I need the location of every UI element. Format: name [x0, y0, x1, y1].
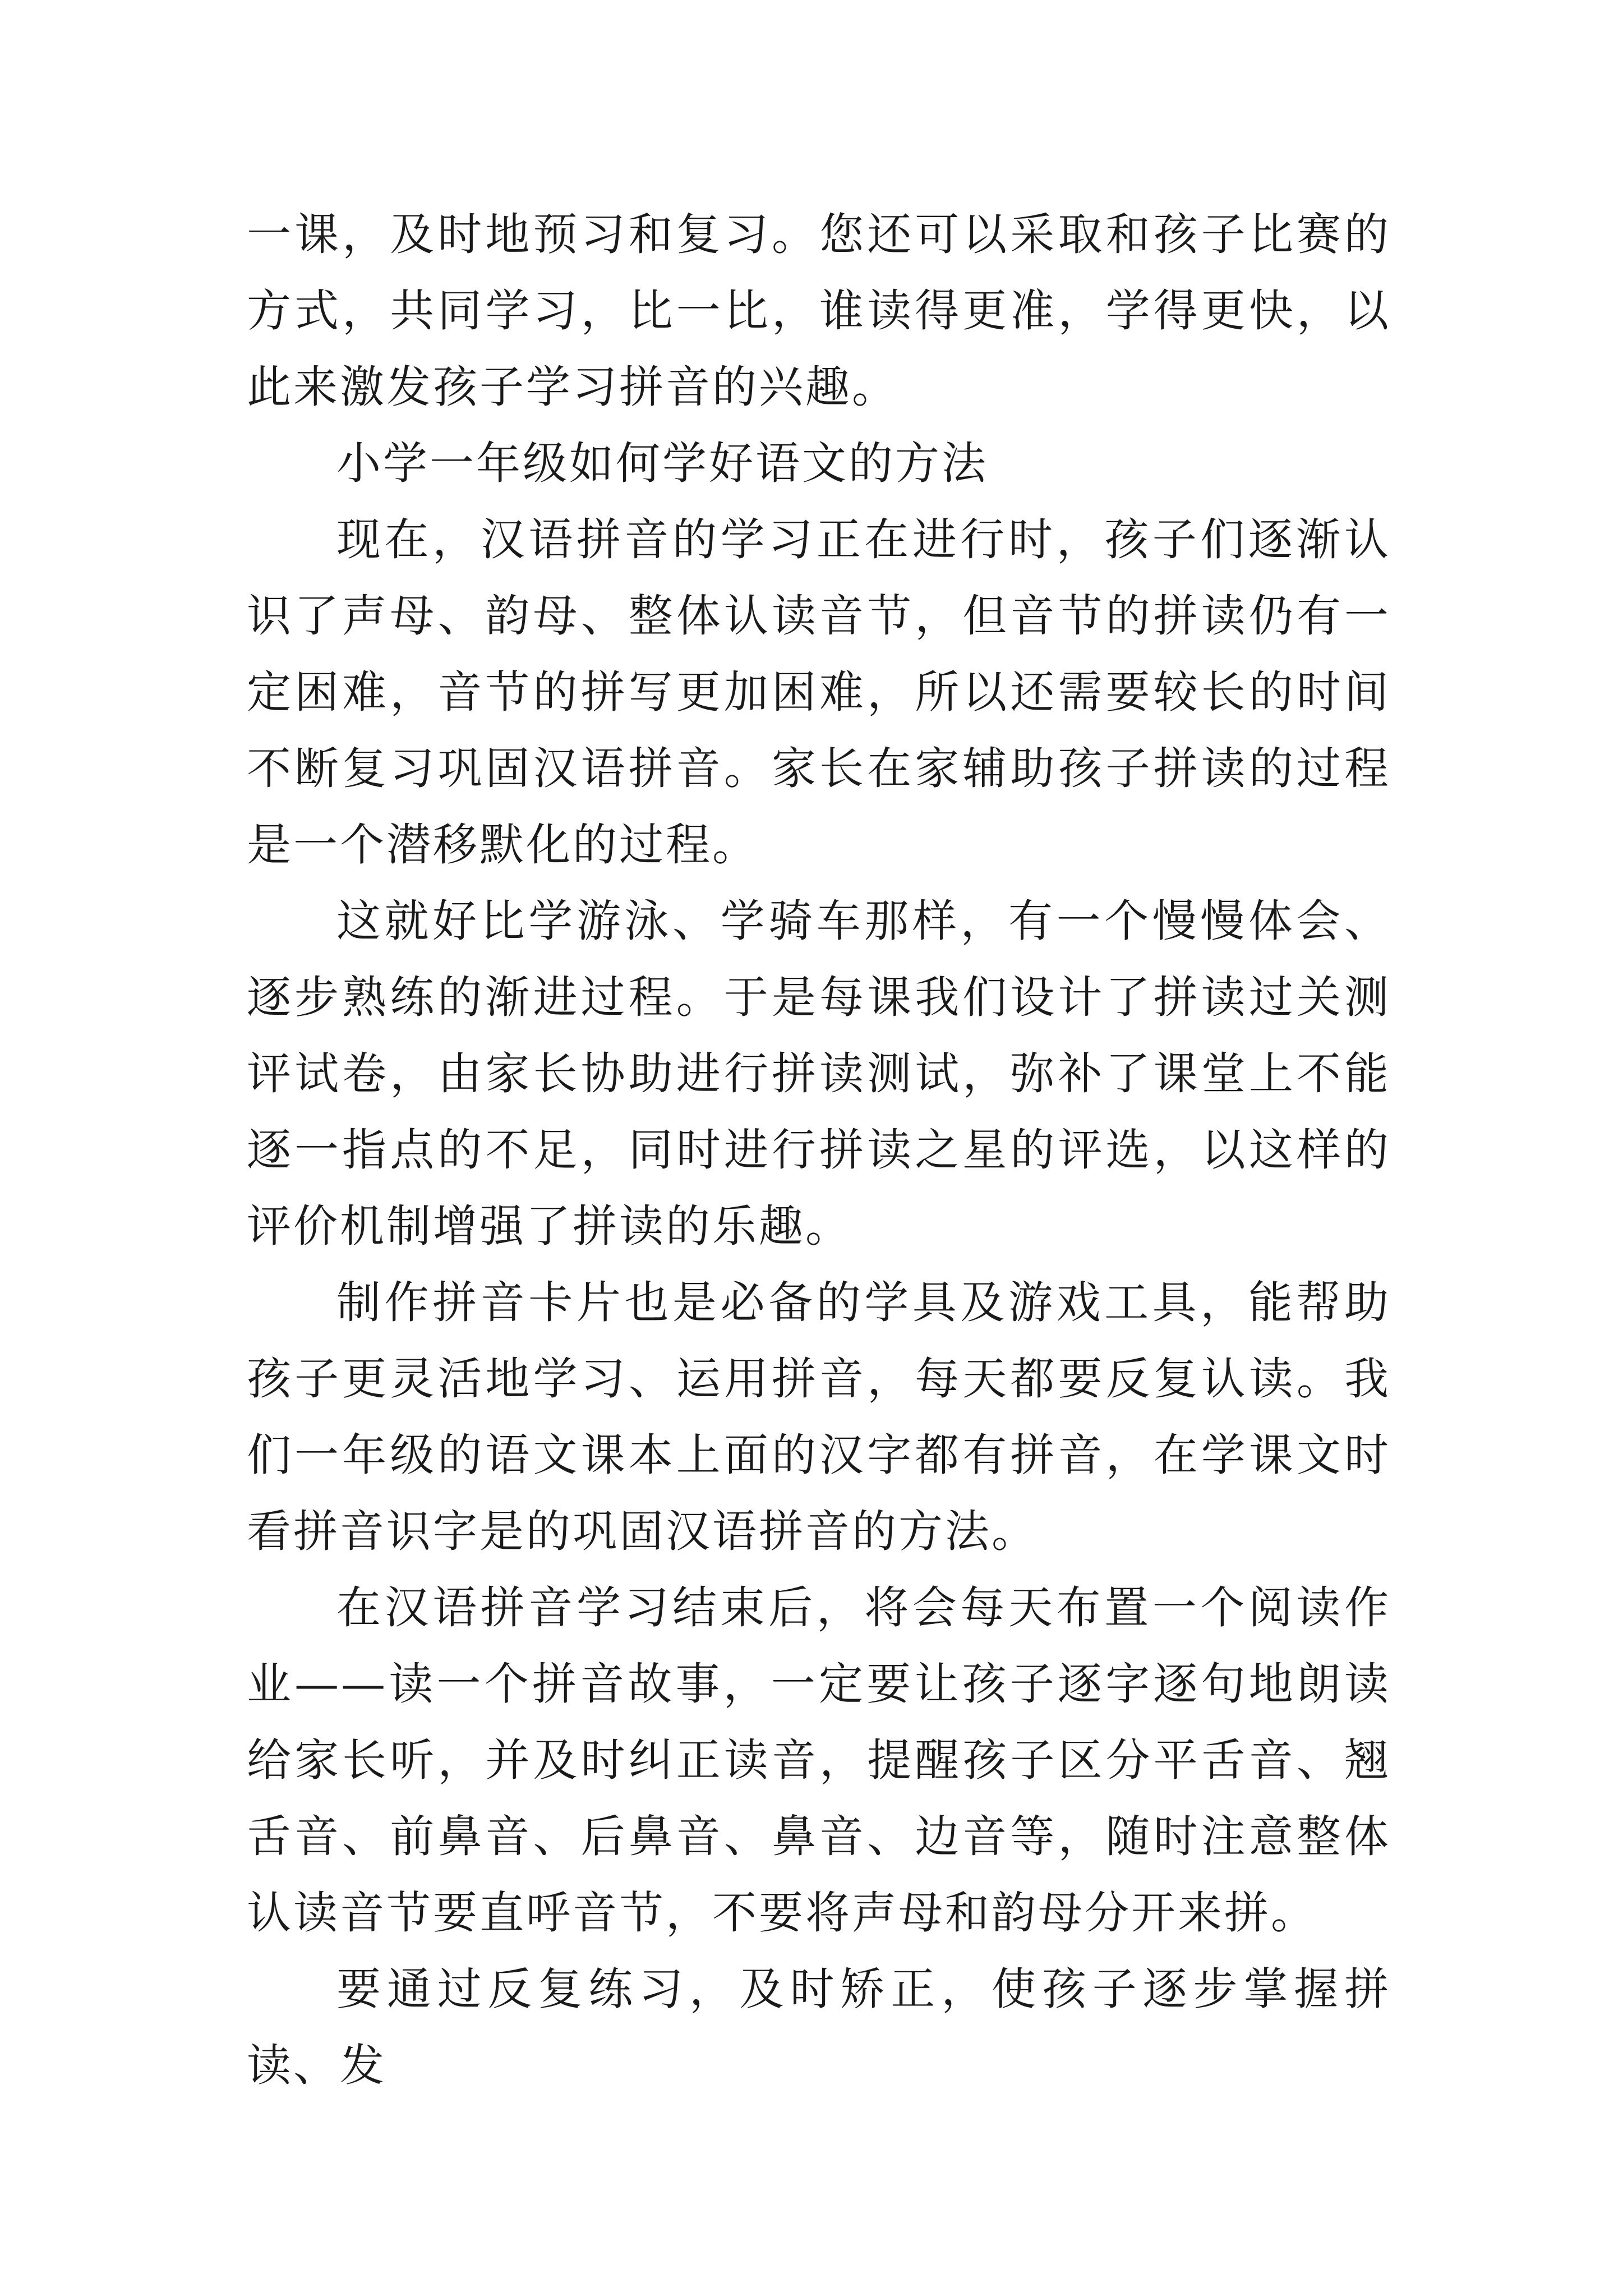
paragraph: 要通过反复练习，及时矫正，使孩子逐步掌握拼读、发: [247, 1963, 1391, 2091]
paragraph: 在汉语拼音学习结束后，将会每天布置一个阅读作业——读一个拼音故事，一定要让孩子逐字逐句地朗读给家长听，并及时纠正读音，提醒孩子区分平舌音、翘舌音、前鼻音、后鼻音、鼻音、边音等，随时注意整体认读音节要直呼音节，不要将声母和韵母分开来拼。: [247, 1582, 1391, 1939]
paragraph: 现在，汉语拼音的学习正在进行时，孩子们逐渐认识了声母、韵母、整体认读音节，但音节的拼读仍有一定困难，音节的拼写更加困难，所以还需要较长的时间不断复习巩固汉语拼音。家长在家辅助孩子拼读的过程是一个潜移默化的过程。: [247, 514, 1391, 871]
paragraph: 这就好比学游泳、学骑车那样，有一个慢慢体会、逐步熟练的渐进过程。于是每课我们设计了拼读过关测评试卷，由家长协助进行拼读测试，弥补了课堂上不能逐一指点的不足，同时进行拼读之星的评选，以这样的评价机制增强了拼读的乐趣。: [247, 895, 1391, 1252]
paragraph: 制作拼音卡片也是必备的学具及游戏工具，能帮助孩子更灵活地学习、运用拼音，每天都要反复认读。我们一年级的语文课本上面的汉字都有拼音，在学课文时看拼音识字是的巩固汉语拼音的方法。: [247, 1277, 1391, 1557]
section-heading: 小学一年级如何学好语文的方法: [336, 438, 988, 489]
document-body: [247, 196, 1391, 2104]
paragraph-continuation: 一课，及时地预习和复习。您还可以采取和孩子比赛的方式，共同学习，比一比，谁读得更准，学得更快，以此来激发孩子学习拼音的兴趣。: [247, 209, 1391, 413]
